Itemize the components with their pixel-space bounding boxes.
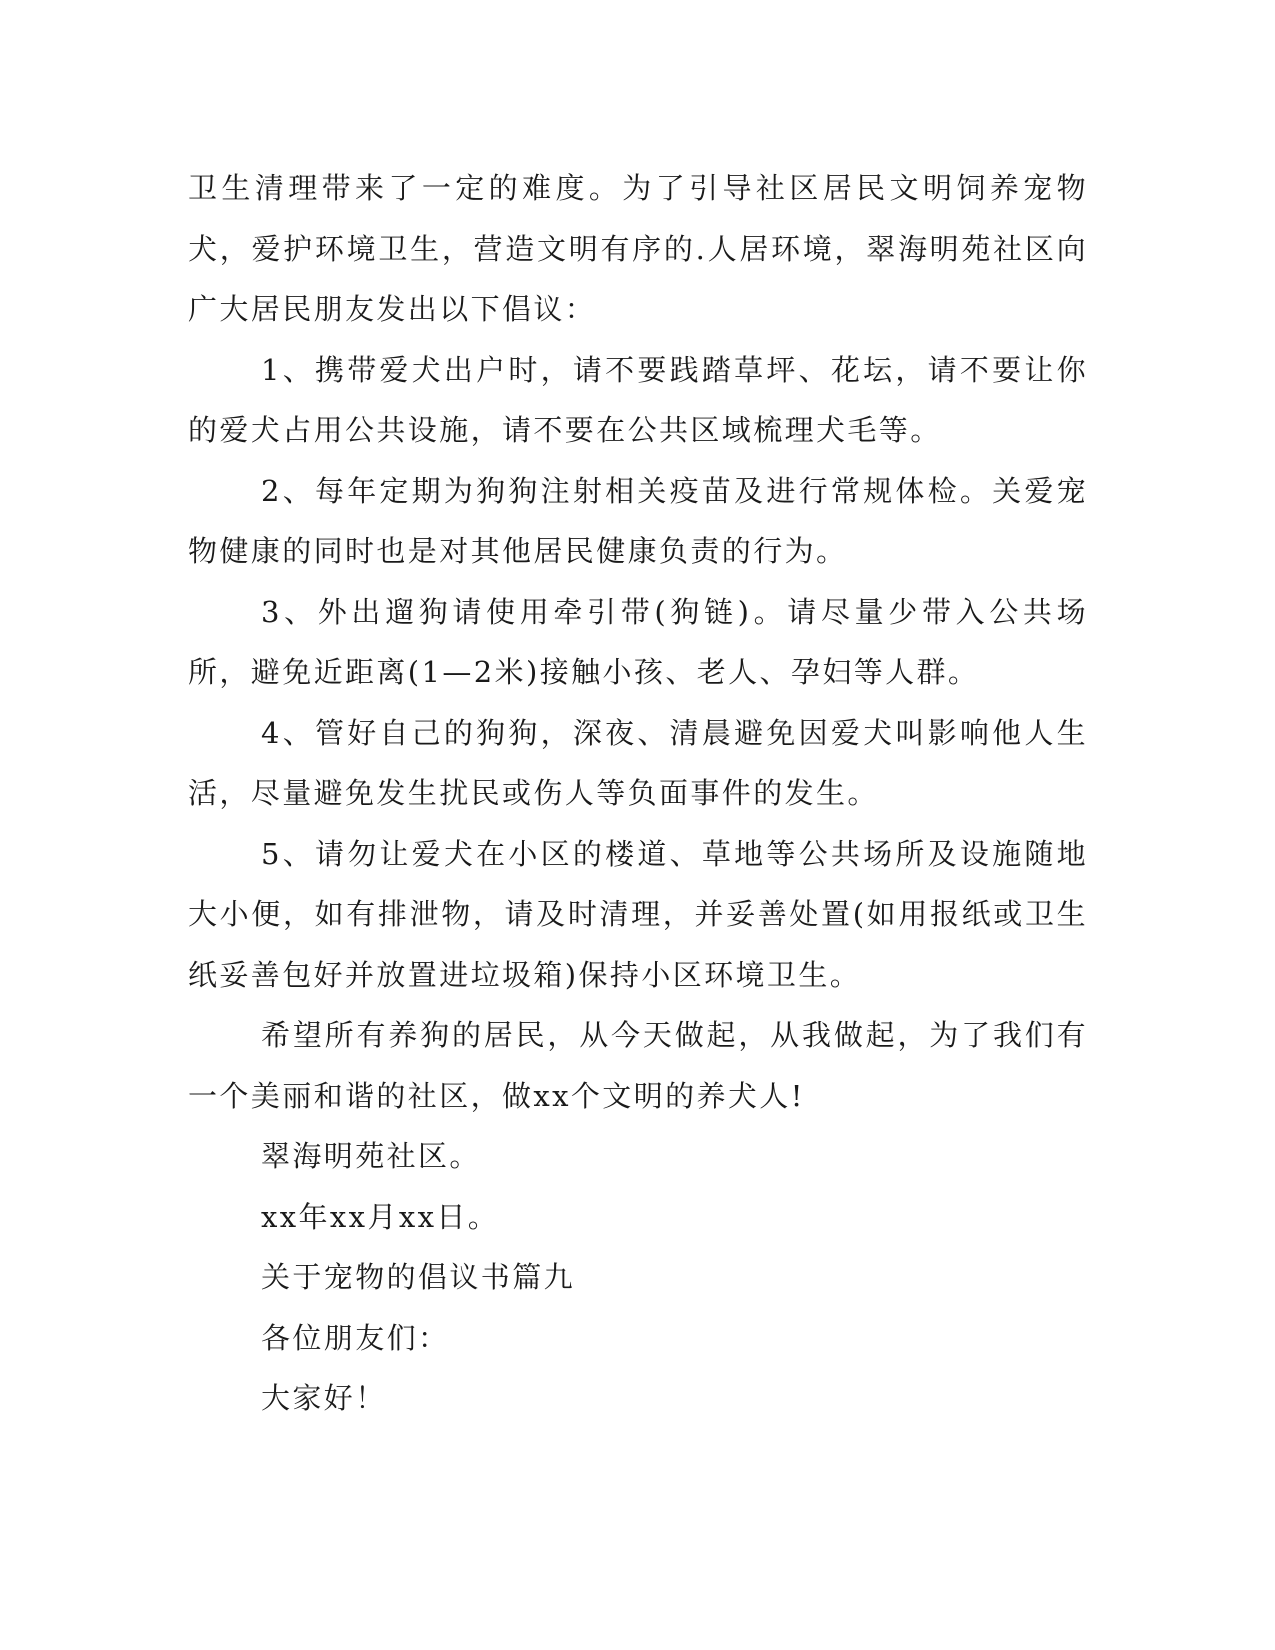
greeting-line: 大家好！ [261,1381,387,1415]
next-section-title: 关于宠物的倡议书篇九 [261,1260,576,1294]
paragraph-item-1: 1、携带爱犬出户时，请不要践踏草坪、花坛，请不要让你的爱犬占用公共设施，请不要在公共区域梳理犬毛等。 [188,352,1088,447]
salutation-line: 各位朋友们： [261,1320,450,1355]
document-body [188,158,1088,1429]
paragraph-item-3: 3、外出遛狗请使用牵引带(狗链)。请尽量少带入公共场所，避免近距离(1—2米)接触小孩、老人、孕妇等人群。 [188,594,1088,689]
paragraph-item-2: 2、每年定期为狗狗注射相关疫苗及进行常规体检。关爱宠物健康的同时也是对其他居民健康负责的行为。 [188,473,1088,568]
paragraph-intro: 卫生清理带来了一定的难度。为了引导社区居民文明饲养宠物犬，爱护环境卫生，营造文明有序的.人居环境，翠海明苑社区向广大居民朋友发出以下倡议： [188,171,1088,326]
date-line: xx年xx月xx日。 [261,1199,500,1234]
signature-line: 翠海明苑社区。 [261,1139,481,1173]
paragraph-item-4: 4、管好自己的狗狗，深夜、清晨避免因爱犬叫影响他人生活，尽量避免发生扰民或伤人等负面事件的发生。 [188,715,1088,810]
paragraph-closing: 希望所有养狗的居民，从今天做起，从我做起，为了我们有一个美丽和谐的社区，做xx个文明的养犬人! [188,1018,1088,1113]
paragraph-item-5: 5、请勿让爱犬在小区的楼道、草地等公共场所及设施随地大小便，如有排泄物，请及时清理，并妥善处置(如用报纸或卫生纸妥善包好并放置进垃圾箱)保持小区环境卫生。 [188,836,1088,992]
